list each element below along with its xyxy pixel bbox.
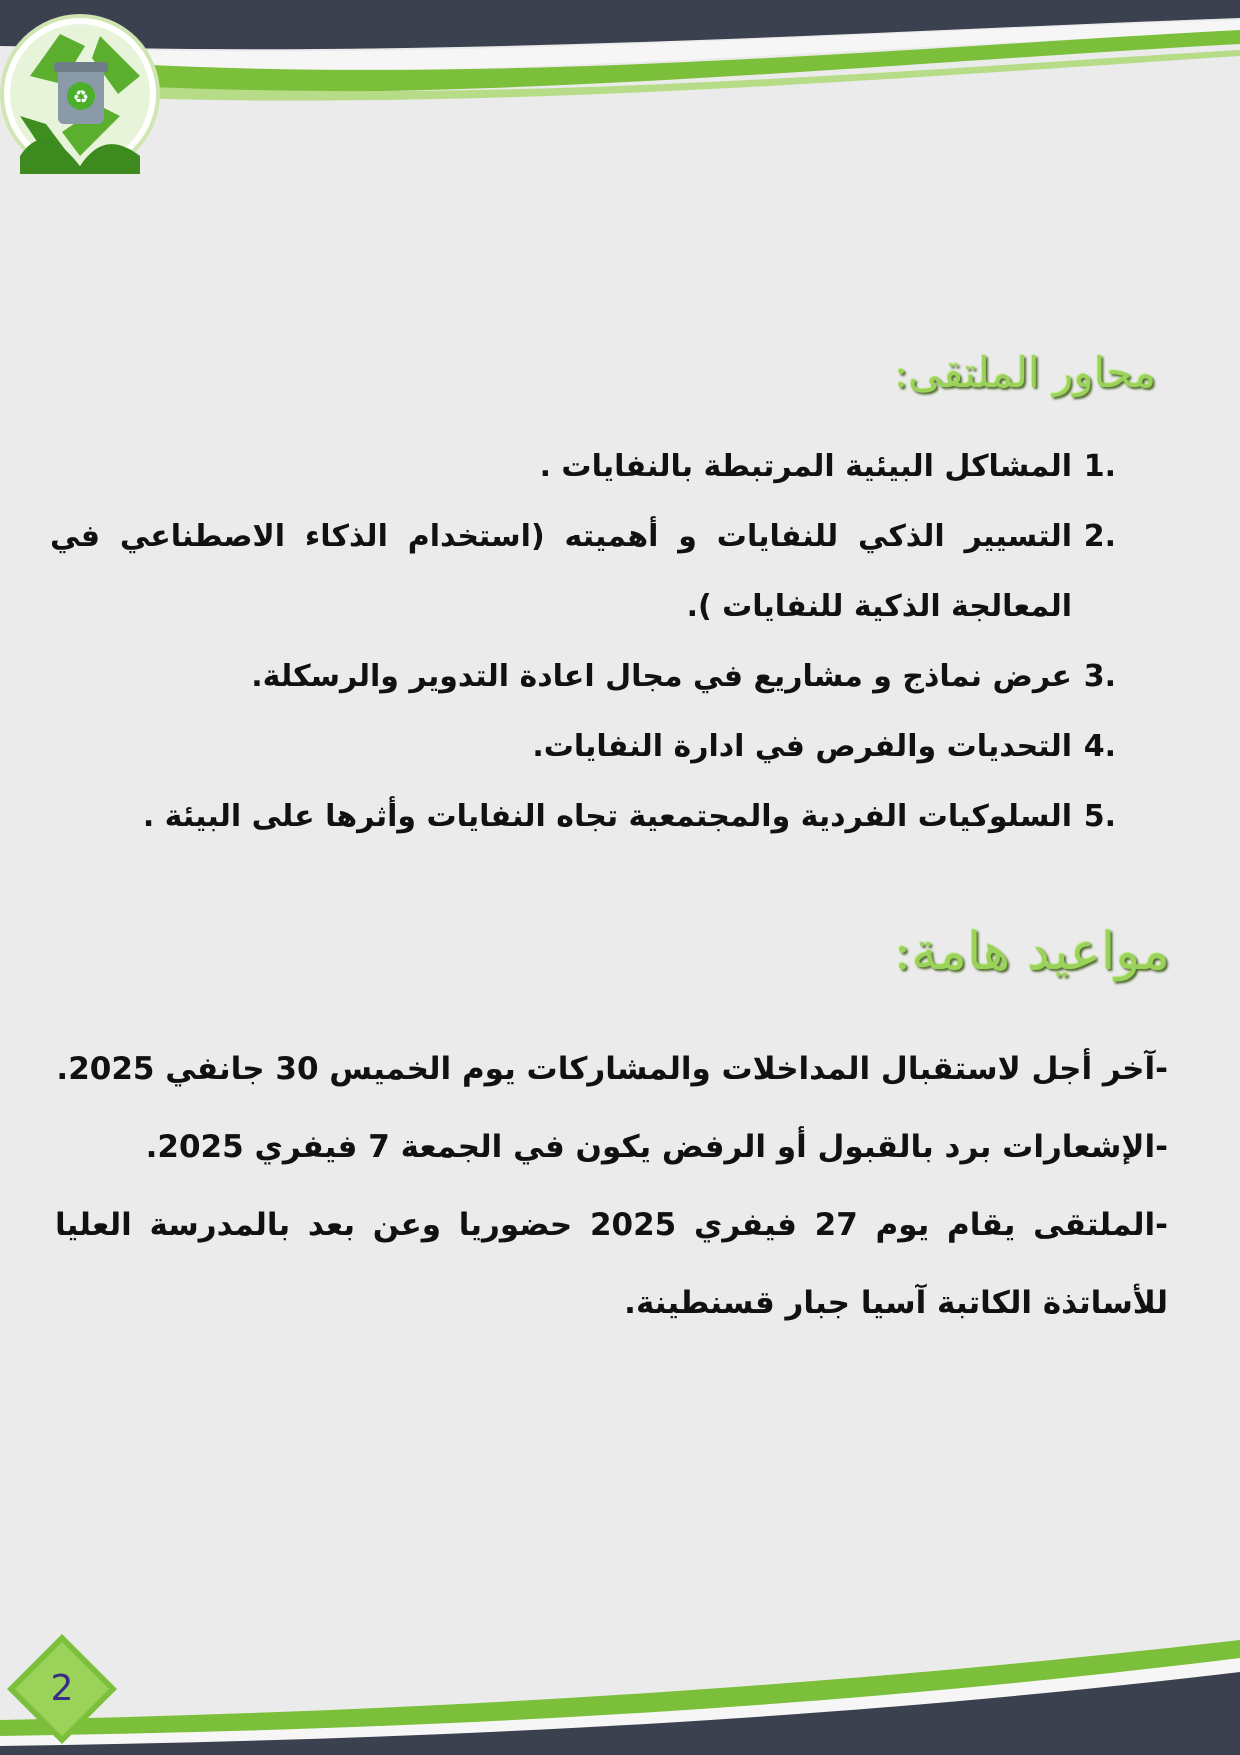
list-item	[50, 502, 1116, 642]
header-decoration	[0, 0, 1240, 190]
list-item	[50, 642, 1116, 712]
list-item-text: التحديات والفرص في ادارة النفايات.	[532, 729, 1072, 764]
date-item: -الإشعارات برد بالقبول أو الرفض يكون في الجمعة 7 فيفري 2025.	[145, 1129, 1168, 1165]
list-item-text: المشاكل البيئية المرتبطة بالنفايات .	[539, 449, 1072, 484]
list-item	[50, 432, 1116, 502]
list-item-number: 4.	[1083, 729, 1116, 764]
dates-list	[55, 1030, 1168, 1342]
axes-section-title: محاور الملتقى:	[893, 348, 1156, 397]
list-item	[50, 712, 1116, 782]
list-item-text: التسيير الذكي للنفايات و أهميته (استخدام الذكاء الاصطناعي في المعالجة الذكية للنفايات ).	[50, 519, 1072, 624]
list-item-number: 5.	[1083, 799, 1116, 834]
recycling-logo	[0, 6, 162, 176]
list-item-number: 2.	[1083, 519, 1116, 554]
page-number: 2	[50, 1668, 74, 1709]
axes-list	[50, 432, 1116, 852]
list-item-text: السلوكيات الفردية والمجتمعية تجاه النفايات وأثرها على البيئة .	[142, 799, 1072, 834]
list-item	[50, 782, 1116, 852]
date-item: -آخر أجل لاستقبال المداخلات والمشاركات يوم الخميس 30 جانفي 2025.	[56, 1051, 1168, 1087]
list-item-number: 1.	[1083, 449, 1116, 484]
footer-decoration	[0, 1620, 1240, 1755]
date-item: -الملتقى يقام يوم 27 فيفري 2025 حضوريا وعن بعد بالمدرسة العليا للأساتذة الكاتبة آسيا جبار قسنطينة.	[55, 1207, 1168, 1321]
svg-text:♻: ♻	[72, 87, 90, 108]
list-item-number: 3.	[1083, 659, 1116, 694]
dates-section-title: مواعيد هامة:	[893, 922, 1170, 982]
list-item-text: عرض نماذج و مشاريع في مجال اعادة التدوير والرسكلة.	[251, 659, 1072, 694]
